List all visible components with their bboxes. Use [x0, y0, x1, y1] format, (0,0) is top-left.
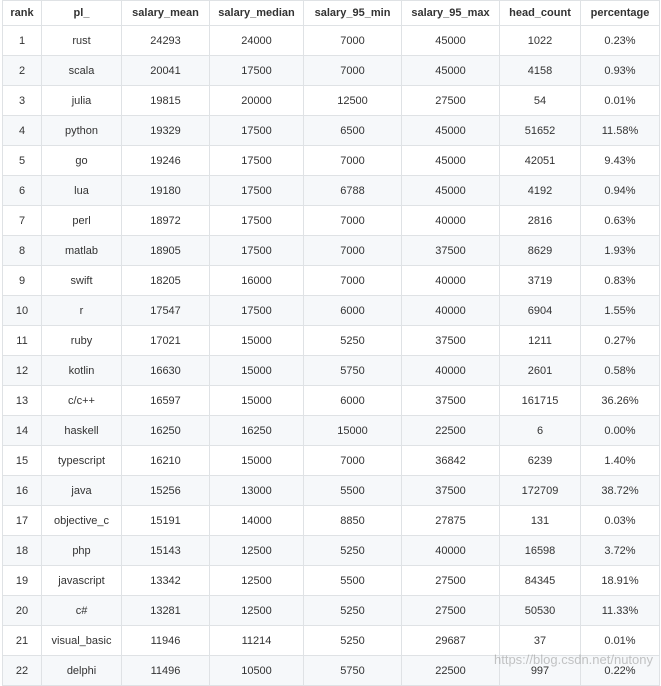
cell-salary-95-max: 27875 — [402, 506, 500, 536]
cell-salary-mean: 15256 — [122, 476, 210, 506]
cell-salary-95-min: 6500 — [304, 116, 402, 146]
cell-salary-mean: 16597 — [122, 386, 210, 416]
cell-head-count: 172709 — [500, 476, 581, 506]
cell-pl: lua — [42, 176, 122, 206]
cell-salary-95-min: 5250 — [304, 536, 402, 566]
table-row — [3, 626, 660, 656]
column-header-percentage: percentage — [581, 1, 660, 26]
cell-salary-median: 13000 — [210, 476, 304, 506]
cell-head-count: 131 — [500, 506, 581, 536]
cell-rank: 7 — [3, 206, 42, 236]
table-row — [3, 296, 660, 326]
cell-pl: objective_c — [42, 506, 122, 536]
column-header-salary-median: salary_median — [210, 1, 304, 26]
cell-salary-mean: 24293 — [122, 26, 210, 56]
cell-salary-95-max: 37500 — [402, 236, 500, 266]
cell-rank: 4 — [3, 116, 42, 146]
cell-rank: 21 — [3, 626, 42, 656]
cell-salary-median: 17500 — [210, 56, 304, 86]
cell-percentage: 0.94% — [581, 176, 660, 206]
cell-salary-mean: 16630 — [122, 356, 210, 386]
cell-pl: python — [42, 116, 122, 146]
cell-head-count: 997 — [500, 656, 581, 686]
cell-salary-median: 14000 — [210, 506, 304, 536]
table-row — [3, 656, 660, 686]
cell-salary-95-min: 12500 — [304, 86, 402, 116]
cell-salary-median: 12500 — [210, 596, 304, 626]
table-row — [3, 236, 660, 266]
column-header-salary-95-max: salary_95_max — [402, 1, 500, 26]
cell-head-count: 1022 — [500, 26, 581, 56]
cell-salary-95-min: 5500 — [304, 476, 402, 506]
table-row — [3, 26, 660, 56]
cell-rank: 9 — [3, 266, 42, 296]
cell-head-count: 6239 — [500, 446, 581, 476]
cell-pl: matlab — [42, 236, 122, 266]
cell-salary-mean: 17021 — [122, 326, 210, 356]
cell-rank: 17 — [3, 506, 42, 536]
cell-salary-mean: 19329 — [122, 116, 210, 146]
cell-percentage: 11.33% — [581, 596, 660, 626]
table-row — [3, 86, 660, 116]
cell-salary-95-min: 8850 — [304, 506, 402, 536]
cell-salary-median: 16250 — [210, 416, 304, 446]
cell-percentage: 0.63% — [581, 206, 660, 236]
cell-salary-mean: 17547 — [122, 296, 210, 326]
cell-salary-median: 20000 — [210, 86, 304, 116]
cell-pl: go — [42, 146, 122, 176]
cell-salary-95-max: 40000 — [402, 266, 500, 296]
table-row — [3, 116, 660, 146]
cell-salary-mean: 18205 — [122, 266, 210, 296]
cell-head-count: 1211 — [500, 326, 581, 356]
cell-salary-95-min: 7000 — [304, 236, 402, 266]
cell-rank: 19 — [3, 566, 42, 596]
cell-pl: scala — [42, 56, 122, 86]
cell-percentage: 0.83% — [581, 266, 660, 296]
cell-salary-95-max: 29687 — [402, 626, 500, 656]
cell-percentage: 11.58% — [581, 116, 660, 146]
table-row — [3, 596, 660, 626]
table-row — [3, 206, 660, 236]
cell-salary-mean: 15191 — [122, 506, 210, 536]
cell-salary-95-min: 7000 — [304, 446, 402, 476]
cell-salary-mean: 19815 — [122, 86, 210, 116]
cell-pl: ruby — [42, 326, 122, 356]
cell-rank: 18 — [3, 536, 42, 566]
cell-pl: haskell — [42, 416, 122, 446]
cell-salary-mean: 19180 — [122, 176, 210, 206]
cell-rank: 8 — [3, 236, 42, 266]
cell-rank: 5 — [3, 146, 42, 176]
column-header-salary-95-min: salary_95_min — [304, 1, 402, 26]
cell-percentage: 0.93% — [581, 56, 660, 86]
column-header-pl: pl_ — [42, 1, 122, 26]
cell-salary-95-min: 7000 — [304, 206, 402, 236]
cell-salary-95-max: 37500 — [402, 326, 500, 356]
cell-rank: 6 — [3, 176, 42, 206]
cell-head-count: 161715 — [500, 386, 581, 416]
cell-salary-95-min: 7000 — [304, 26, 402, 56]
cell-head-count: 16598 — [500, 536, 581, 566]
cell-salary-median: 17500 — [210, 296, 304, 326]
cell-salary-95-max: 45000 — [402, 26, 500, 56]
cell-salary-median: 15000 — [210, 356, 304, 386]
cell-salary-median: 15000 — [210, 326, 304, 356]
table-row — [3, 536, 660, 566]
cell-percentage: 0.03% — [581, 506, 660, 536]
cell-rank: 13 — [3, 386, 42, 416]
cell-salary-95-min: 6000 — [304, 296, 402, 326]
cell-percentage: 0.27% — [581, 326, 660, 356]
table-row — [3, 56, 660, 86]
cell-percentage: 0.22% — [581, 656, 660, 686]
cell-percentage: 0.01% — [581, 86, 660, 116]
cell-rank: 3 — [3, 86, 42, 116]
cell-head-count: 4192 — [500, 176, 581, 206]
cell-salary-mean: 13281 — [122, 596, 210, 626]
cell-salary-95-max: 22500 — [402, 416, 500, 446]
cell-pl: c# — [42, 596, 122, 626]
cell-salary-95-min: 5750 — [304, 656, 402, 686]
cell-pl: php — [42, 536, 122, 566]
cell-salary-median: 16000 — [210, 266, 304, 296]
cell-rank: 22 — [3, 656, 42, 686]
cell-rank: 10 — [3, 296, 42, 326]
cell-percentage: 18.91% — [581, 566, 660, 596]
table-row — [3, 446, 660, 476]
cell-salary-95-max: 27500 — [402, 86, 500, 116]
cell-rank: 12 — [3, 356, 42, 386]
cell-head-count: 51652 — [500, 116, 581, 146]
cell-salary-median: 24000 — [210, 26, 304, 56]
cell-salary-95-max: 45000 — [402, 56, 500, 86]
cell-salary-mean: 16250 — [122, 416, 210, 446]
cell-rank: 20 — [3, 596, 42, 626]
column-header-rank: rank — [3, 1, 42, 26]
cell-head-count: 54 — [500, 86, 581, 116]
cell-pl: visual_basic — [42, 626, 122, 656]
cell-salary-mean: 11496 — [122, 656, 210, 686]
cell-percentage: 3.72% — [581, 536, 660, 566]
salary-table — [2, 0, 660, 686]
cell-salary-95-max: 45000 — [402, 146, 500, 176]
cell-head-count: 42051 — [500, 146, 581, 176]
table-row — [3, 356, 660, 386]
cell-pl: delphi — [42, 656, 122, 686]
cell-percentage: 36.26% — [581, 386, 660, 416]
cell-salary-median: 17500 — [210, 206, 304, 236]
cell-pl: rust — [42, 26, 122, 56]
cell-percentage: 9.43% — [581, 146, 660, 176]
cell-pl: java — [42, 476, 122, 506]
cell-pl: typescript — [42, 446, 122, 476]
cell-percentage: 0.23% — [581, 26, 660, 56]
cell-rank: 14 — [3, 416, 42, 446]
cell-salary-95-min: 5500 — [304, 566, 402, 596]
table-body — [3, 26, 660, 686]
table-row — [3, 476, 660, 506]
cell-salary-95-max: 36842 — [402, 446, 500, 476]
cell-salary-mean: 11946 — [122, 626, 210, 656]
cell-rank: 16 — [3, 476, 42, 506]
cell-salary-95-min: 6788 — [304, 176, 402, 206]
cell-salary-mean: 15143 — [122, 536, 210, 566]
table-row — [3, 506, 660, 536]
cell-pl: r — [42, 296, 122, 326]
cell-salary-median: 17500 — [210, 236, 304, 266]
cell-salary-95-max: 40000 — [402, 206, 500, 236]
cell-salary-median: 17500 — [210, 116, 304, 146]
cell-salary-95-min: 7000 — [304, 56, 402, 86]
cell-head-count: 8629 — [500, 236, 581, 266]
cell-salary-median: 15000 — [210, 446, 304, 476]
cell-head-count: 37 — [500, 626, 581, 656]
table-row — [3, 386, 660, 416]
cell-salary-95-max: 40000 — [402, 356, 500, 386]
cell-salary-median: 17500 — [210, 176, 304, 206]
cell-salary-median: 12500 — [210, 566, 304, 596]
table-row — [3, 266, 660, 296]
cell-pl: javascript — [42, 566, 122, 596]
cell-salary-95-min: 5750 — [304, 356, 402, 386]
cell-percentage: 1.40% — [581, 446, 660, 476]
table-row — [3, 566, 660, 596]
cell-salary-95-min: 7000 — [304, 146, 402, 176]
cell-salary-mean: 19246 — [122, 146, 210, 176]
table-row — [3, 146, 660, 176]
cell-salary-95-min: 5250 — [304, 596, 402, 626]
cell-pl: julia — [42, 86, 122, 116]
watermark-text: https://blog.csdn.net/nutony — [494, 652, 653, 667]
cell-salary-median: 10500 — [210, 656, 304, 686]
cell-percentage: 1.93% — [581, 236, 660, 266]
cell-percentage: 0.00% — [581, 416, 660, 446]
cell-salary-median: 11214 — [210, 626, 304, 656]
table-row — [3, 176, 660, 206]
column-header-salary-mean: salary_mean — [122, 1, 210, 26]
cell-salary-mean: 20041 — [122, 56, 210, 86]
cell-percentage: 0.58% — [581, 356, 660, 386]
cell-salary-95-max: 45000 — [402, 176, 500, 206]
cell-percentage: 1.55% — [581, 296, 660, 326]
cell-head-count: 4158 — [500, 56, 581, 86]
cell-rank: 15 — [3, 446, 42, 476]
cell-salary-95-max: 40000 — [402, 296, 500, 326]
cell-salary-95-max: 45000 — [402, 116, 500, 146]
cell-salary-95-max: 37500 — [402, 386, 500, 416]
cell-salary-median: 17500 — [210, 146, 304, 176]
column-header-head-count: head_count — [500, 1, 581, 26]
cell-salary-95-min: 5250 — [304, 326, 402, 356]
cell-salary-95-max: 37500 — [402, 476, 500, 506]
cell-salary-95-max: 40000 — [402, 536, 500, 566]
cell-percentage: 38.72% — [581, 476, 660, 506]
table-row — [3, 416, 660, 446]
cell-pl: perl — [42, 206, 122, 236]
cell-salary-mean: 16210 — [122, 446, 210, 476]
table-row — [3, 326, 660, 356]
cell-salary-95-min: 7000 — [304, 266, 402, 296]
cell-pl: swift — [42, 266, 122, 296]
cell-salary-95-max: 22500 — [402, 656, 500, 686]
cell-head-count: 6 — [500, 416, 581, 446]
cell-rank: 11 — [3, 326, 42, 356]
cell-salary-95-max: 27500 — [402, 566, 500, 596]
cell-percentage: 0.01% — [581, 626, 660, 656]
cell-salary-95-max: 27500 — [402, 596, 500, 626]
cell-head-count: 2601 — [500, 356, 581, 386]
cell-head-count: 6904 — [500, 296, 581, 326]
cell-salary-median: 15000 — [210, 386, 304, 416]
cell-head-count: 50530 — [500, 596, 581, 626]
cell-salary-median: 12500 — [210, 536, 304, 566]
header-row — [3, 1, 660, 26]
cell-salary-95-min: 5250 — [304, 626, 402, 656]
cell-salary-95-min: 15000 — [304, 416, 402, 446]
cell-salary-mean: 18972 — [122, 206, 210, 236]
cell-salary-95-min: 6000 — [304, 386, 402, 416]
cell-head-count: 2816 — [500, 206, 581, 236]
cell-rank: 2 — [3, 56, 42, 86]
cell-salary-mean: 18905 — [122, 236, 210, 266]
cell-head-count: 84345 — [500, 566, 581, 596]
cell-pl: c/c++ — [42, 386, 122, 416]
cell-pl: kotlin — [42, 356, 122, 386]
cell-salary-mean: 13342 — [122, 566, 210, 596]
cell-head-count: 3719 — [500, 266, 581, 296]
cell-rank: 1 — [3, 26, 42, 56]
